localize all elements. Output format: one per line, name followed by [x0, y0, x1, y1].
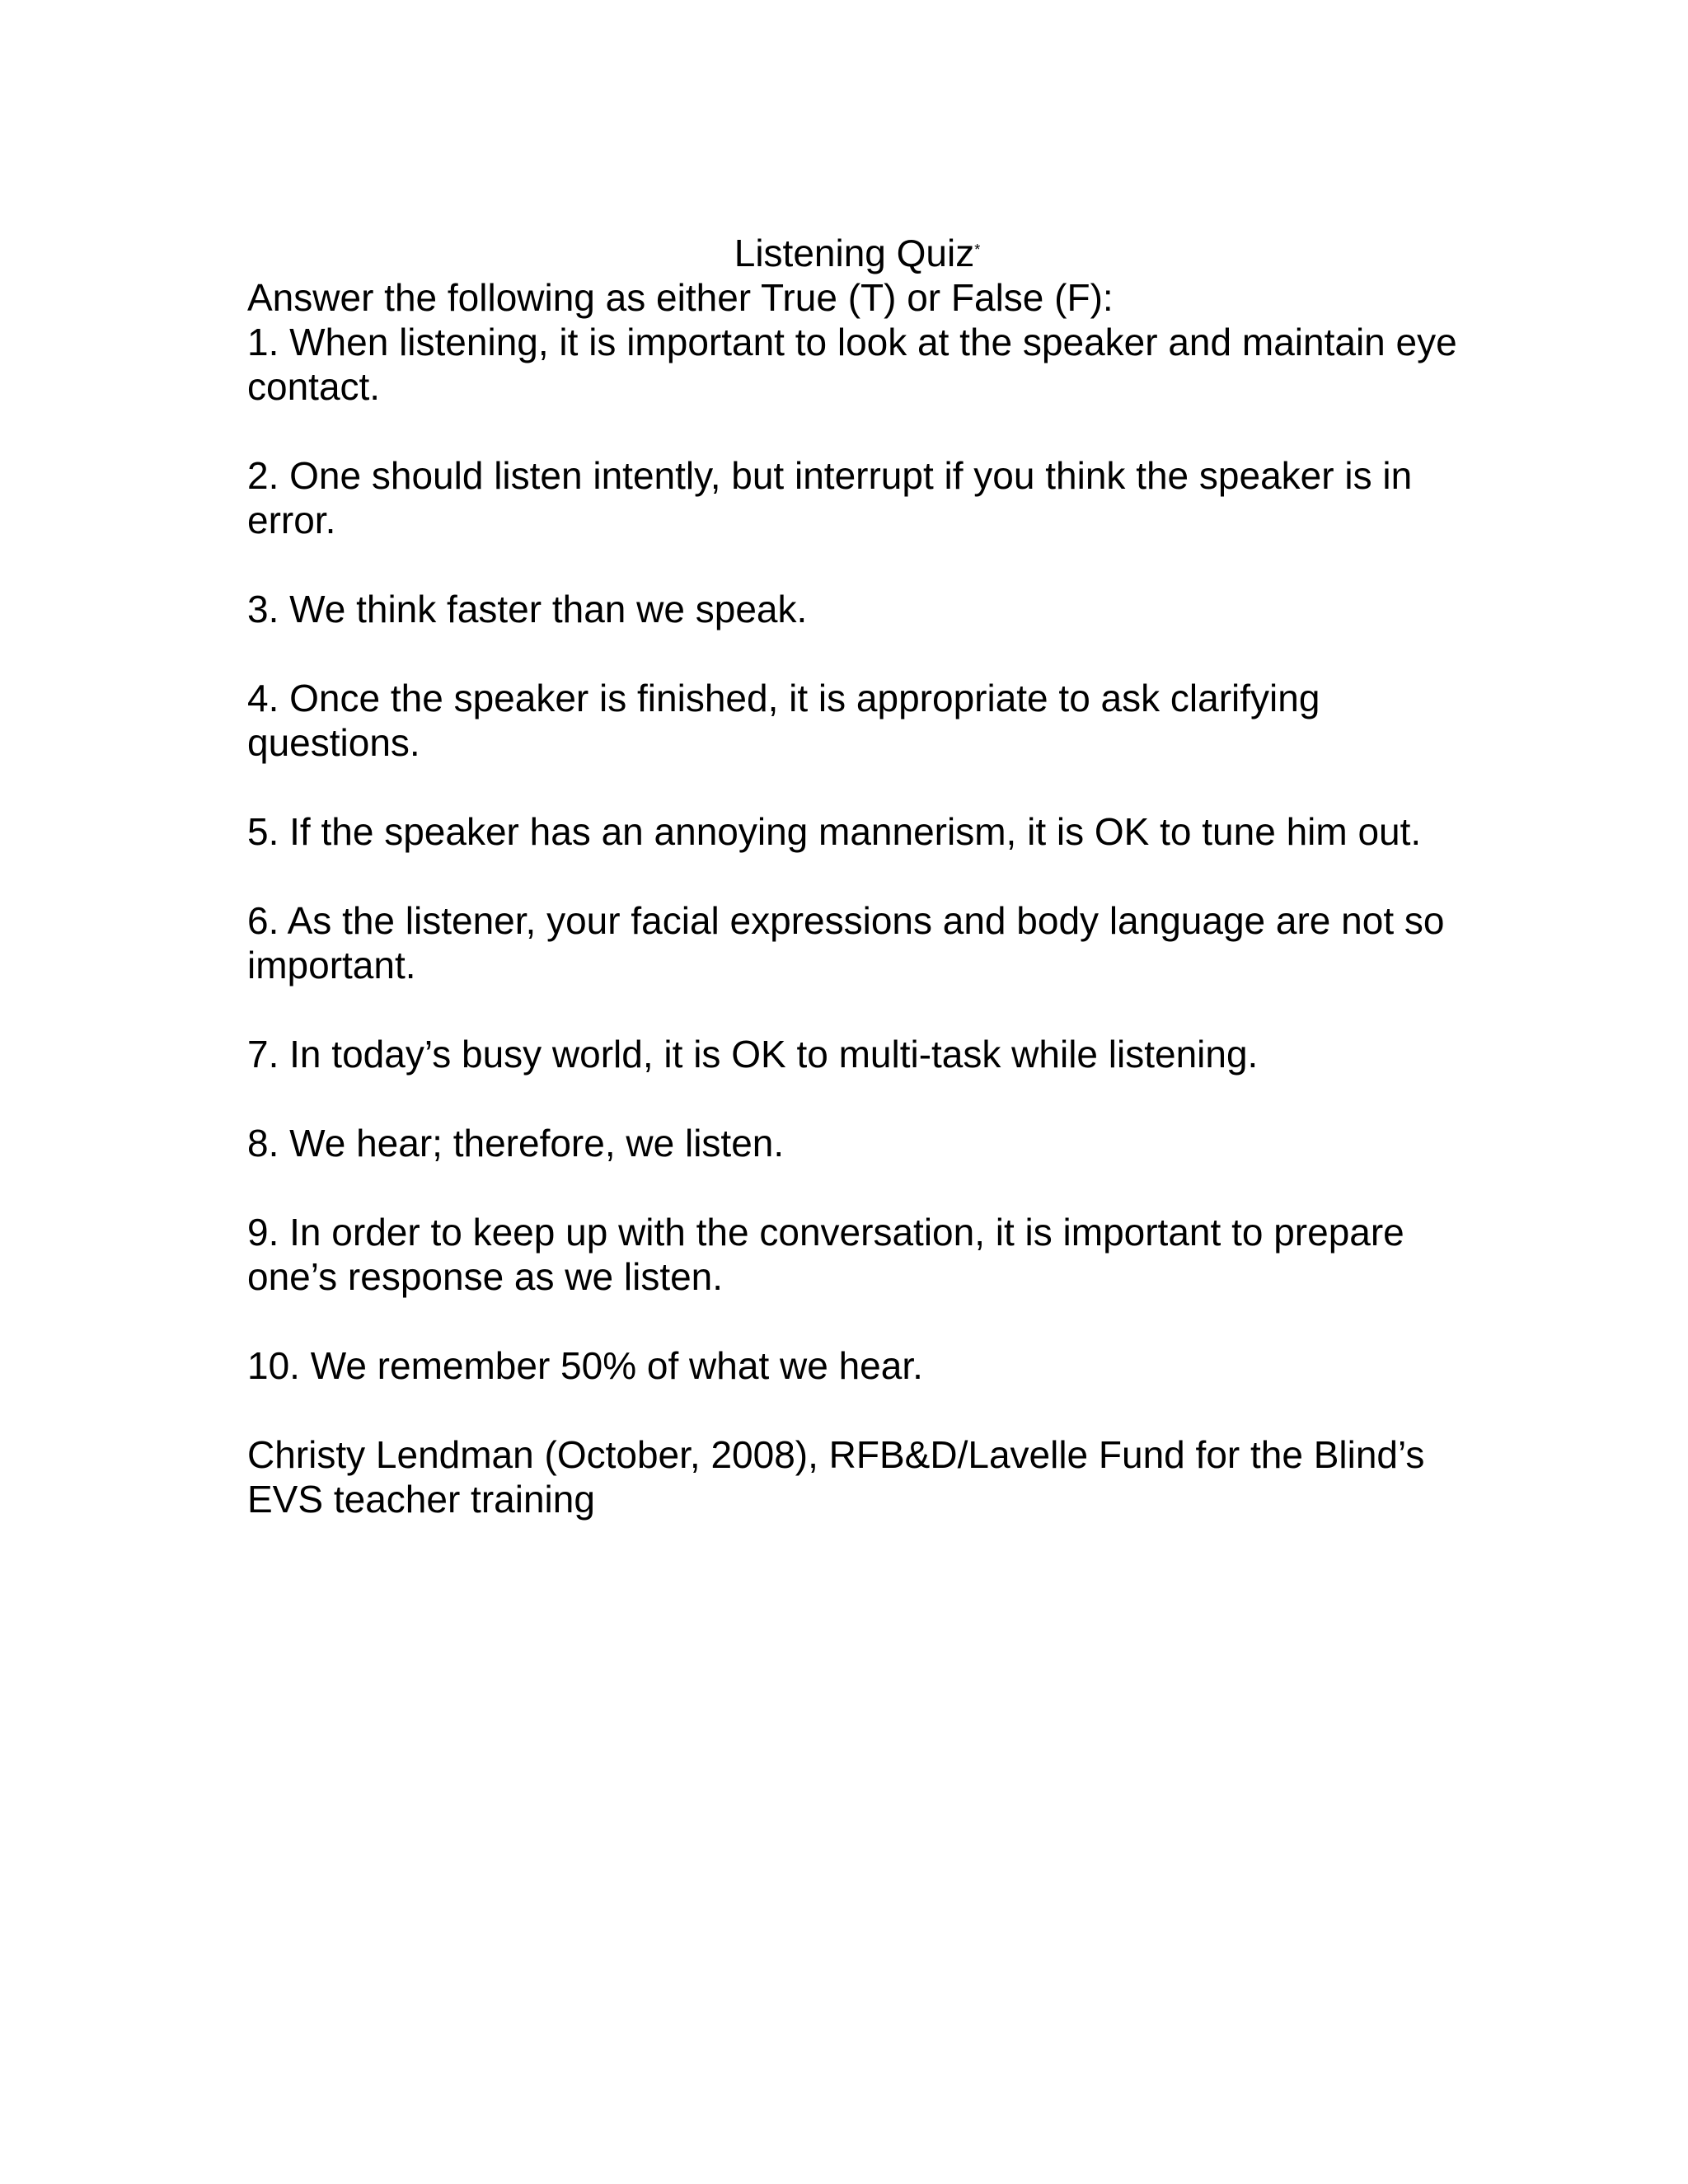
question-1: 1. When listening, it is important to look at the speaker and maintain eye contact.	[247, 321, 1457, 408]
question-7: 7. In today’s busy world, it is OK to multi-task while listening.	[247, 1033, 1259, 1076]
question-10: 10. We remember 50% of what we hear.	[247, 1344, 923, 1387]
question-2: 2. One should listen intently, but interrupt if you think the speaker is in error.	[247, 454, 1413, 541]
question-3: 3. We think faster than we speak.	[247, 588, 808, 630]
title-footnote-mark: *	[974, 241, 981, 258]
question-6: 6. As the listener, your facial expressions and body language are not so important.	[247, 899, 1445, 987]
document-body	[247, 231, 1467, 1521]
question-9: 9. In order to keep up with the conversation, it is important to prepare one’s response as we listen.	[247, 1211, 1404, 1298]
question-4: 4. Once the speaker is finished, it is appropriate to ask clarifying questions.	[247, 677, 1320, 764]
citation: Christy Lendman (October, 2008), RFB&D/Lavelle Fund for the Blind’s EVS teacher training	[247, 1433, 1425, 1521]
question-5: 5. If the speaker has an annoying mannerism, it is OK to tune him out.	[247, 810, 1422, 853]
question-8: 8. We hear; therefore, we listen.	[247, 1122, 785, 1165]
instructions: Answer the following as either True (T) or False (F):	[247, 276, 1114, 319]
question-list	[247, 320, 1467, 1388]
page-title	[247, 231, 1467, 275]
title-text: Listening Quiz	[734, 232, 975, 274]
